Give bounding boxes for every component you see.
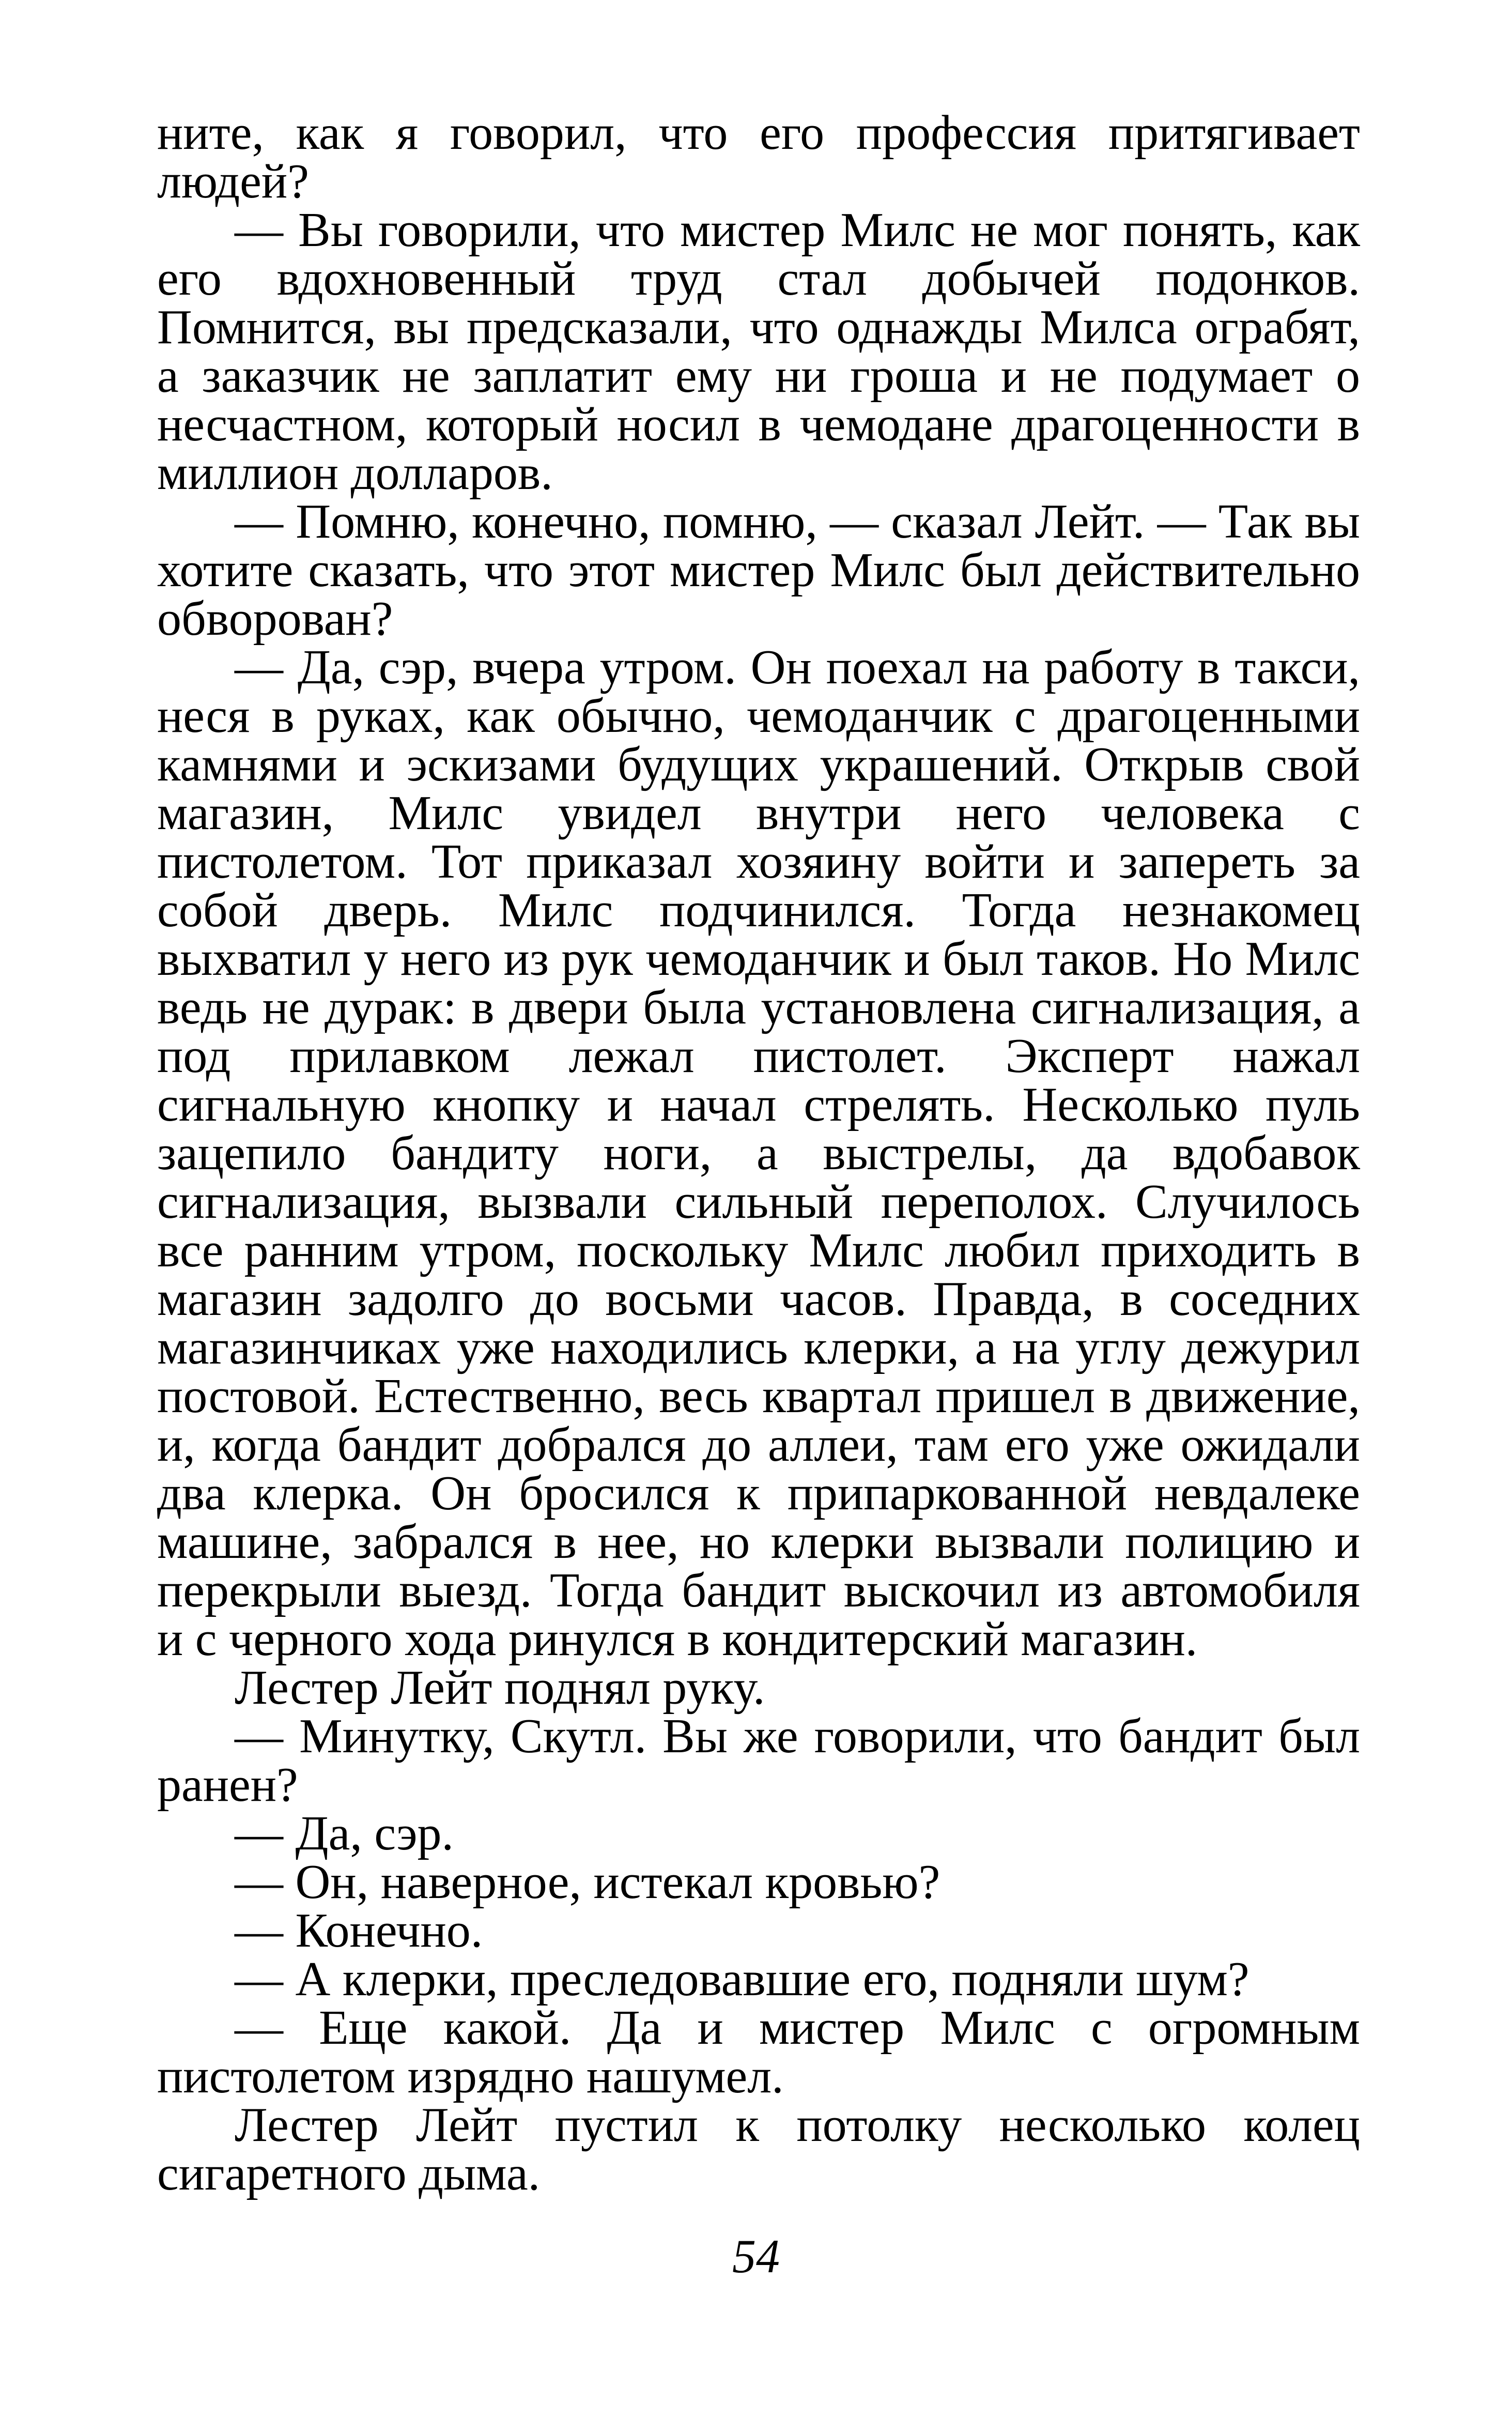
paragraph: ните, как я говорил, что его профессия притягивает людей?	[157, 106, 1360, 208]
paragraph: — Да, сэр.	[235, 1807, 454, 1860]
paragraph: — Конечно.	[235, 1904, 483, 1957]
paragraph: Лестер Лейт пустил к потолку несколько колец сигаретного дыма.	[157, 2098, 1360, 2200]
paragraph: Лестер Лейт поднял руку.	[235, 1661, 765, 1715]
page-body	[157, 106, 1360, 2200]
page-number: 54	[732, 2230, 780, 2283]
paragraph: — Еще какой. Да и мистер Милс с огромным пистолетом изрядно нашумел.	[157, 2001, 1360, 2103]
paragraph: — Вы говорили, что мистер Милс не мог понять, как его вдохновенный труд стал добычей подонков. Помнится, вы предсказали, что однажды Милса ограбят, а заказчик не заплатит ему ни гроша и не подумает о несчастном, который носил в чемодане драгоценности в миллион долларов.	[157, 203, 1360, 500]
paragraph: — Он, наверное, истекал кровью?	[235, 1855, 940, 1909]
paragraph: — А клерки, преследовавшие его, подняли шум?	[235, 1952, 1249, 2006]
paragraph: — Помню, конечно, помню, — сказал Лейт. — Так вы хотите сказать, что этот мистер Милс был действительно обворован?	[157, 495, 1360, 646]
paragraph: — Да, сэр, вчера утром. Он поехал на работу в такси, неся в руках, как обычно, чемоданчик с драгоценными камнями и эскизами будущих украшений. Открыв свой магазин, Милс увидел внутри него человека с пистолетом. Тот приказал хозяину войти и запереть за собой дверь. Милс подчинился. Тогда незнакомец выхватил у него из рук чемоданчик и был таков. Но Милс ведь не дурак: в двери была установлена сигнализация, а под прилавком лежал пистолет. Эксперт нажал сигнальную кнопку и начал стрелять. Несколько пуль зацепило бандиту ноги, а выстрелы, да вдобавок сигнализация, вызвали сильный переполох. Случилось все ранним утром, поскольку Милс любил приходить в магазин задолго до восьми часов. Правда, в соседних магазинчиках уже находились клерки, а на углу дежурил постовой. Естественно, весь квартал пришел в движение, и, когда бандит добрался до аллеи, там его уже ожидали два клерка. Он бросился к припаркованной невдалеке машине, забрался в нее, но клерки вызвали полицию и перекрыли выезд. Тогда бандит выскочил из автомобиля и с черного хода ринулся в кондитерский магазин.	[157, 640, 1360, 1666]
paragraph: — Минутку, Скутл. Вы же говорили, что бандит был ранен?	[157, 1709, 1360, 1812]
